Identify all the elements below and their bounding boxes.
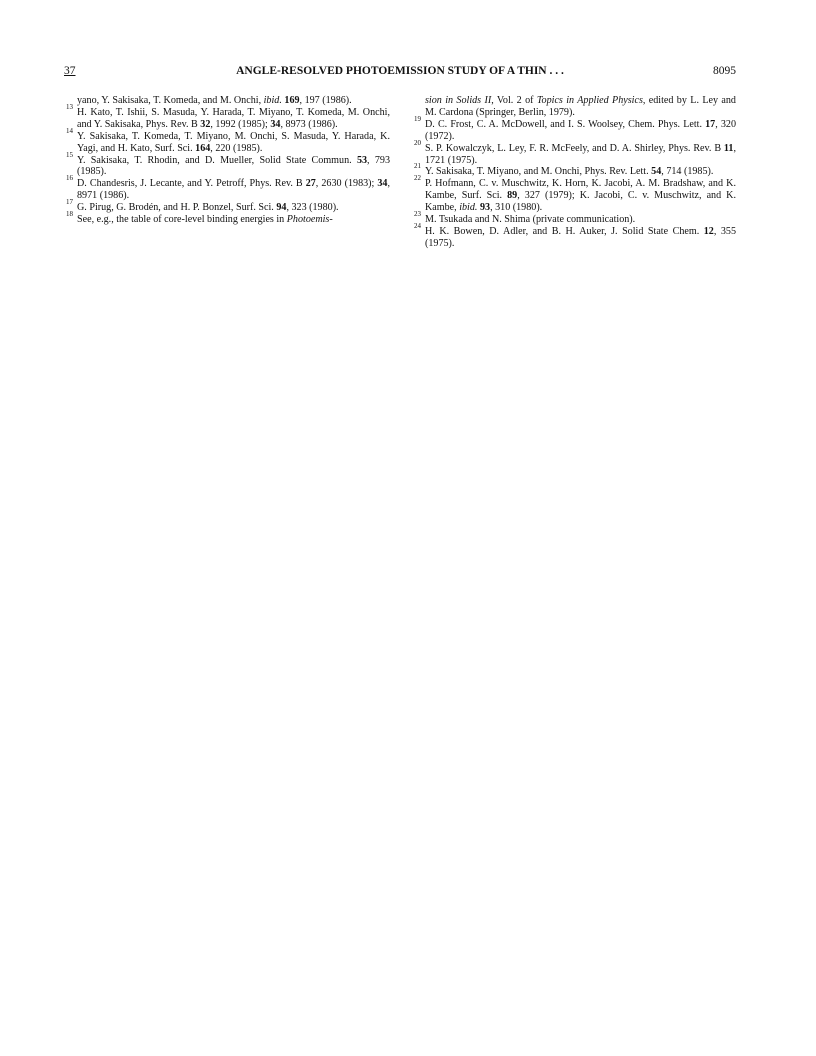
references-left-column [66, 95, 390, 226]
reference-continuation: yano, Y. Sakisaka, T. Komeda, and M. Onchi, ibid. 169, 197 (1986). [77, 95, 352, 106]
volume-number: 37 [64, 65, 76, 77]
reference-number: 16 [66, 174, 73, 183]
reference-number: 18 [66, 210, 73, 219]
reference-22: 22 P. Hofmann, C. v. Muschwitz, K. Horn, K. Jacobi, A. M. Bradshaw, and K. Kambe, Surf. Sci. 89, 327 (1979); K. Jacobi, C. v. Muschwitz, and K. Kambe, ibid. 93, 310 (1980). [414, 174, 736, 214]
running-title: ANGLE-RESOLVED PHOTOEMISSION STUDY OF A THIN . . . [236, 65, 564, 77]
reference-number: 22 [414, 174, 421, 183]
references-right-column [414, 95, 736, 250]
reference-17: 17 G. Pirug, G. Brodén, and H. P. Bonzel, Surf. Sci. 94, 323 (1980). [66, 198, 339, 214]
reference-13: 13 H. Kato, T. Ishii, S. Masuda, Y. Harada, T. Miyano, T. Komeda, M. Onchi, and Y. Sakisaka, Phys. Rev. B 32, 1992 (1985); 34, 8973 (1986). [66, 102, 390, 130]
reference-number: 15 [66, 150, 73, 159]
reference-number: 19 [414, 114, 421, 123]
reference-24: 24 H. K. Bowen, D. Adler, and B. H. Auker, J. Solid State Chem. 12, 355 (1975). [414, 221, 737, 249]
reference-21: 21 Y. Sakisaka, T. Miyano, and M. Onchi, Phys. Rev. Lett. 54, 714 (1985). [414, 162, 714, 178]
reference-number: 17 [66, 198, 73, 207]
running-header [64, 64, 736, 78]
reference-16: 16 D. Chandesris, J. Lecante, and Y. Petroff, Phys. Rev. B 27, 2630 (1983); 34, 8971 (1986). [66, 174, 390, 202]
reference-number: 24 [414, 221, 421, 230]
reference-number: 13 [66, 102, 73, 111]
reference-number: 21 [414, 162, 421, 171]
reference-continuation: sion in Solids II, Vol. 2 of Topics in Applied Physics, edited by L. Ley and M. Cardona (Springer, Berlin, 1979). [425, 95, 736, 118]
page-number: 8095 [713, 65, 736, 77]
reference-number: 20 [414, 138, 421, 147]
reference-number: 23 [414, 210, 421, 219]
reference-14: 14 Y. Sakisaka, T. Komeda, T. Miyano, M. Onchi, S. Masuda, Y. Harada, K. Yagi, and H. Kato, Surf. Sci. 164, 220 (1985). [66, 126, 390, 154]
reference-number: 14 [66, 126, 73, 135]
reference-23: 23 M. Tsukada and N. Shima (private communication). [414, 210, 636, 226]
reference-18: 18 See, e.g., the table of core-level binding energies in Photoemis- [66, 210, 333, 226]
reference-20: 20 S. P. Kowalczyk, L. Ley, F. R. McFeely, and D. A. Shirley, Phys. Rev. B 11, 1721 (1975). [414, 138, 736, 166]
reference-19: 19 D. C. Frost, C. A. McDowell, and I. S. Woolsey, Chem. Phys. Lett. 17, 320 (1972). [414, 114, 737, 142]
reference-15: 15 Y. Sakisaka, T. Rhodin, and D. Mueller, Solid State Commun. 53, 793 (1985). [66, 150, 390, 178]
